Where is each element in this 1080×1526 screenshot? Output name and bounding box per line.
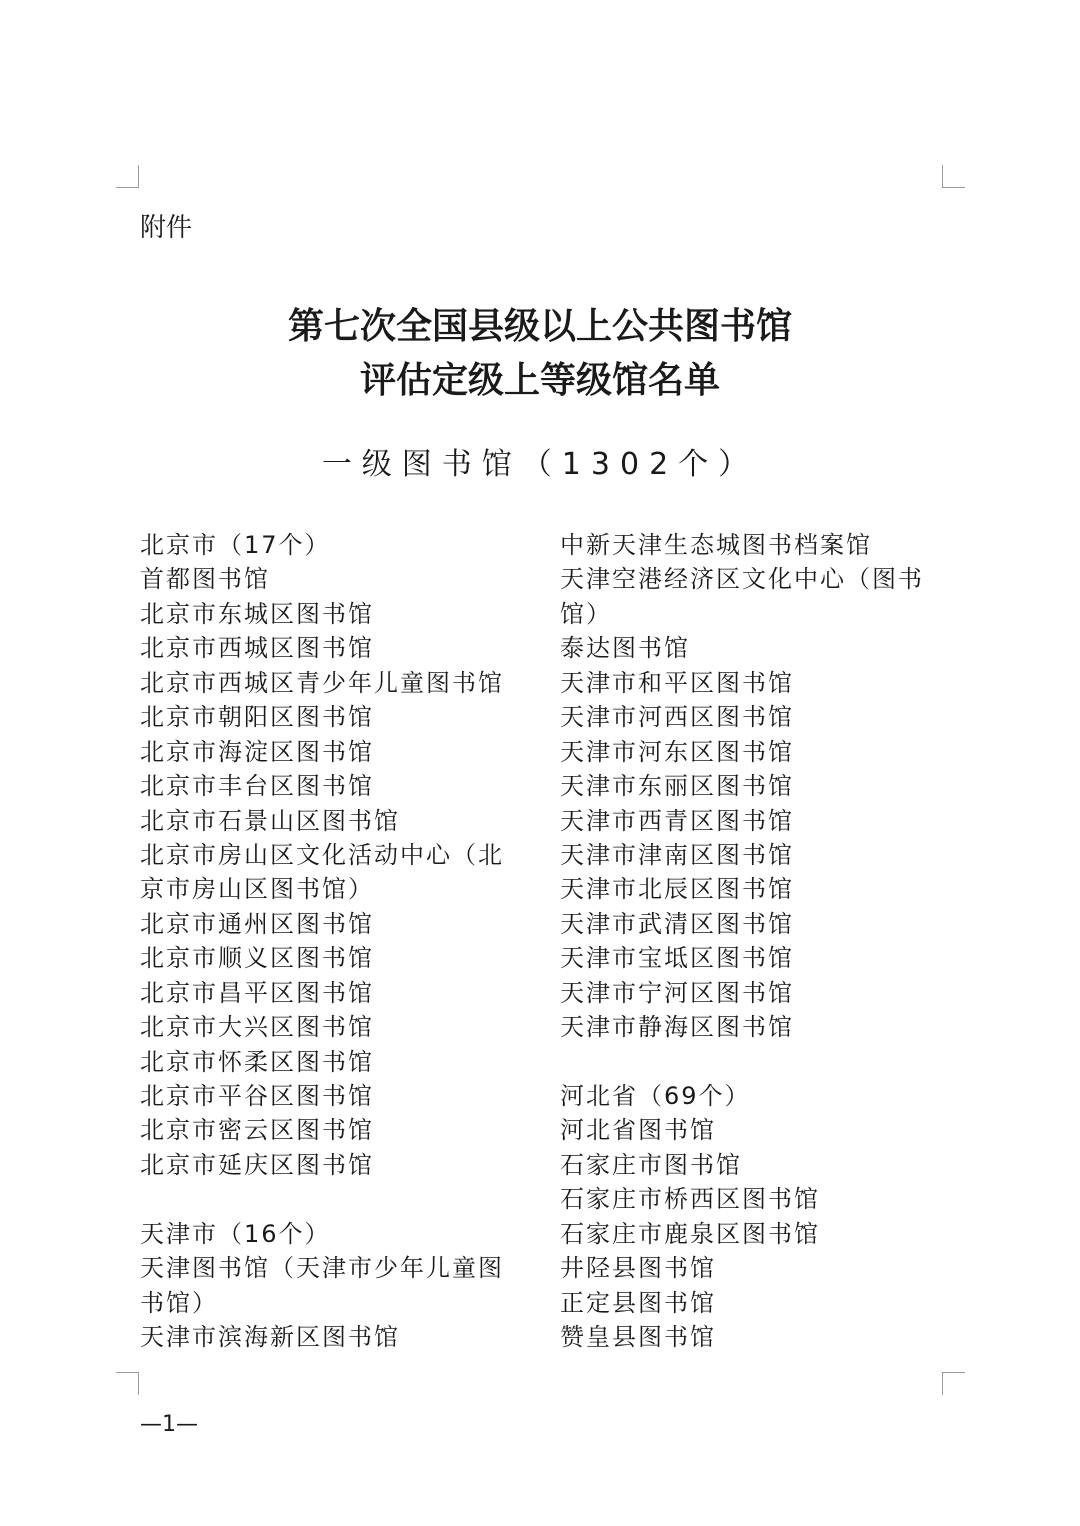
document-title-line-2: 评估定级上等级馆名单 — [359, 360, 720, 401]
region-heading: 河北省（69个） — [560, 1082, 751, 1110]
crop-mark-top-right — [942, 165, 965, 188]
library-entry: 泰达图书馆 — [560, 634, 690, 663]
attachment-label: 附件 — [140, 213, 193, 243]
library-entry: 北京市顺义区图书馆 — [140, 944, 374, 973]
library-entry: 天津市北辰区图书馆 — [560, 875, 794, 904]
library-entry: 北京市密云区图书馆 — [140, 1116, 374, 1145]
library-entry: 京市房山区图书馆） — [140, 875, 374, 904]
library-entry: 北京市昌平区图书馆 — [140, 978, 374, 1007]
crop-mark-bottom-left — [116, 1372, 139, 1395]
library-entry: 正定县图书馆 — [560, 1288, 716, 1317]
library-entry: 北京市丰台区图书馆 — [140, 772, 374, 801]
library-entry: 北京市西城区青少年儿童图书馆 — [140, 668, 504, 697]
library-entry: 首都图书馆 — [140, 565, 270, 594]
library-entry: 天津市东丽区图书馆 — [560, 772, 794, 801]
library-entry: 北京市石景山区图书馆 — [140, 806, 400, 835]
library-entry: 天津空港经济区文化中心（图书 — [560, 565, 924, 594]
library-entry: 北京市房山区文化活动中心（北 — [140, 840, 504, 869]
section-spacer — [140, 1182, 520, 1216]
library-entry: 天津市河东区图书馆 — [560, 737, 794, 766]
library-entry: 馆） — [560, 599, 612, 628]
library-entry: 北京市朝阳区图书馆 — [140, 703, 374, 732]
left-column-list — [140, 528, 520, 1355]
library-entry: 天津市武清区图书馆 — [560, 909, 794, 938]
library-entry: 天津市宝坻区图书馆 — [560, 944, 794, 973]
library-entry: 石家庄市图书馆 — [560, 1150, 742, 1179]
library-entry: 赞皇县图书馆 — [560, 1323, 716, 1352]
library-entry: 北京市怀柔区图书馆 — [140, 1047, 374, 1076]
library-entry: 北京市大兴区图书馆 — [140, 1013, 374, 1042]
library-entry: 天津市和平区图书馆 — [560, 668, 794, 697]
library-entry: 天津市津南区图书馆 — [560, 840, 794, 869]
library-entry: 北京市海淀区图书馆 — [140, 737, 374, 766]
section-spacer — [560, 1045, 940, 1079]
region-heading: 天津市（16个） — [140, 1219, 331, 1248]
page-number: —1— — [140, 1412, 198, 1437]
library-entry: 天津市静海区图书馆 — [560, 1013, 794, 1042]
library-entry: 天津市西青区图书馆 — [560, 806, 794, 835]
region-heading: 北京市（17个） — [140, 531, 331, 559]
library-entry: 北京市延庆区图书馆 — [140, 1150, 374, 1179]
right-column-list — [560, 528, 940, 1355]
library-entry: 北京市西城区图书馆 — [140, 634, 374, 663]
library-entry: 北京市平谷区图书馆 — [140, 1082, 374, 1110]
library-entry: 天津市河西区图书馆 — [560, 703, 794, 732]
document-title-line-1: 第七次全国县级以上公共图书馆 — [287, 306, 792, 347]
crop-mark-bottom-right — [942, 1372, 965, 1395]
library-entry: 中新天津生态城图书档案馆 — [560, 531, 872, 559]
library-entry: 天津市滨海新区图书馆 — [140, 1323, 400, 1352]
library-entry: 石家庄市桥西区图书馆 — [560, 1185, 820, 1214]
library-entry: 河北省图书馆 — [560, 1116, 716, 1145]
library-entry: 石家庄市鹿泉区图书馆 — [560, 1219, 820, 1248]
crop-mark-top-left — [116, 165, 139, 188]
section-subtitle: 一级图书馆（1302个） — [321, 447, 759, 482]
library-entry: 北京市东城区图书馆 — [140, 599, 374, 628]
library-entry: 井陉县图书馆 — [560, 1254, 716, 1283]
library-entry: 书馆） — [140, 1288, 218, 1317]
library-entry: 天津市宁河区图书馆 — [560, 978, 794, 1007]
library-entry: 北京市通州区图书馆 — [140, 909, 374, 938]
library-entry: 天津图书馆（天津市少年儿童图 — [140, 1254, 504, 1283]
